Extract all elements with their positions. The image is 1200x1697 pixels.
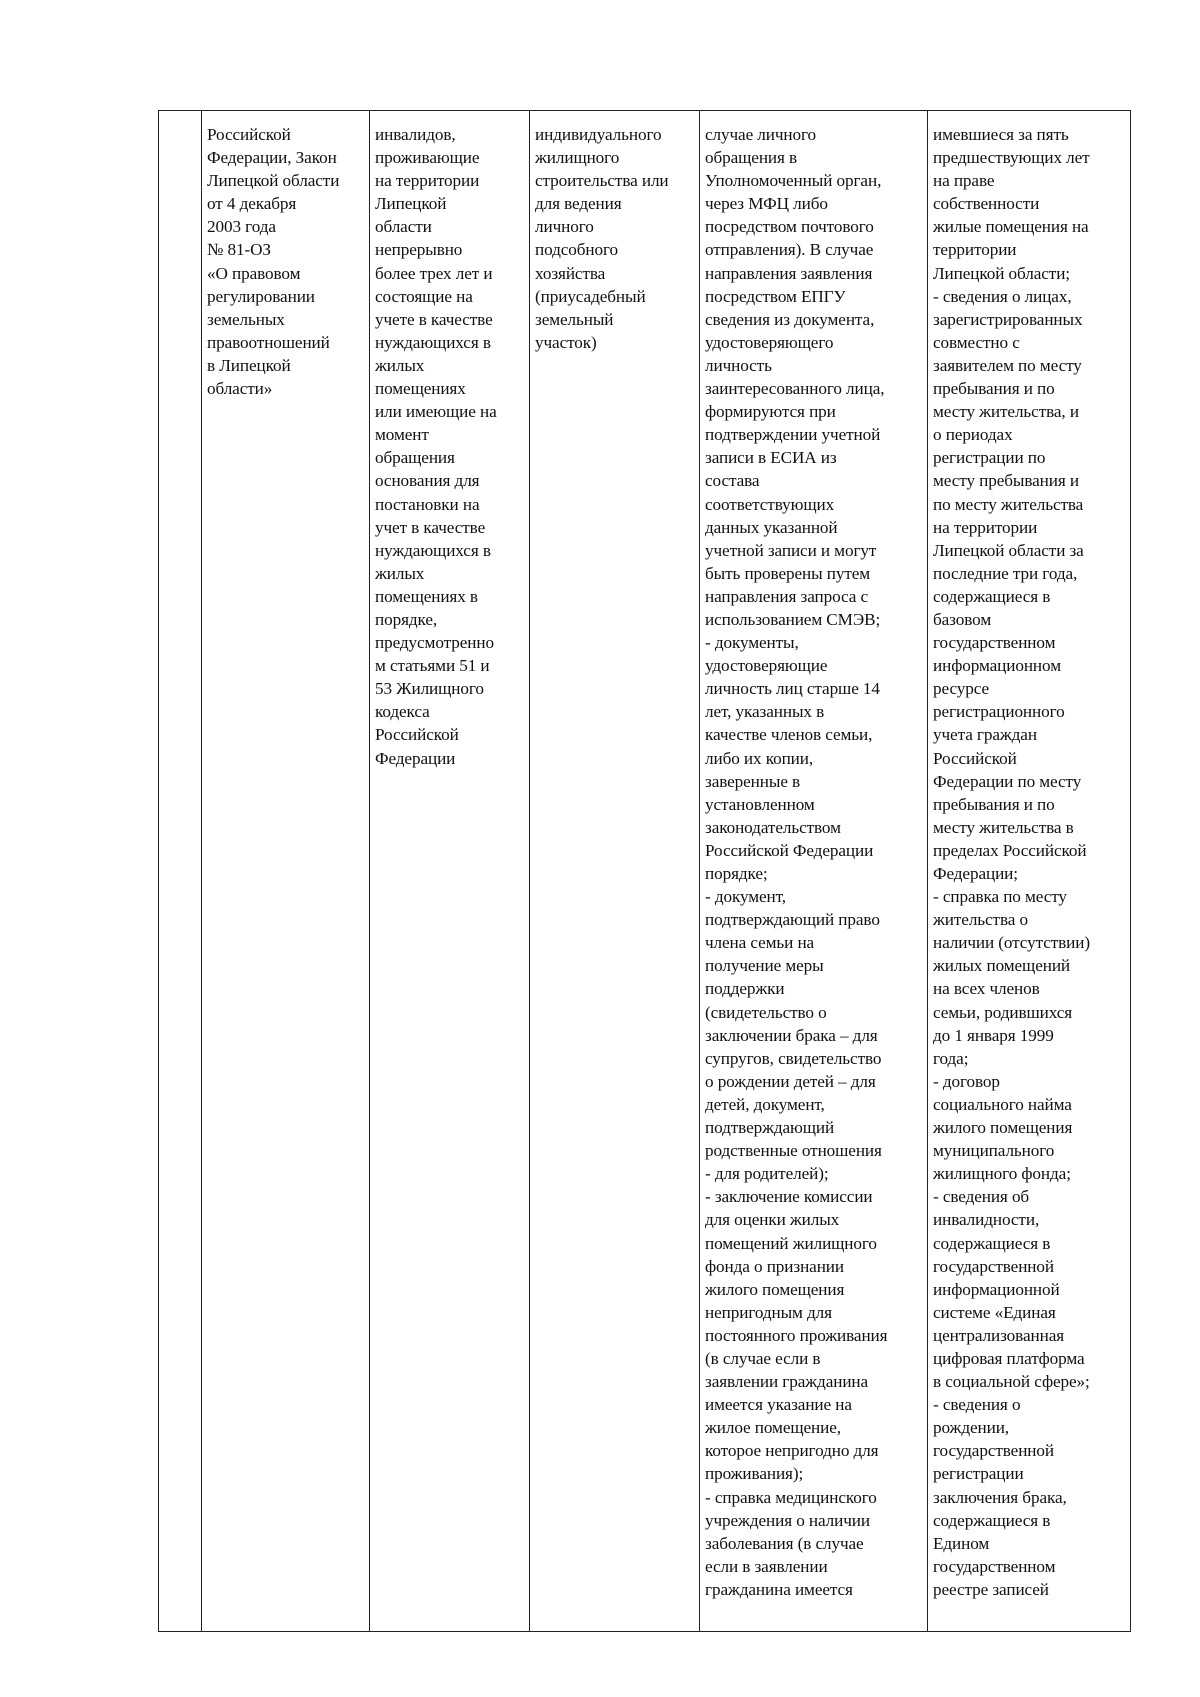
cell-text-requested-documents: имевшиеся за пять предшествующих лет на праве собственности жилые помещения на территории Липецкой области; - сведения о лицах, зарегистрированных совместно с заявителем по месту пребывания и по месту жительства, и о периодах регистрации по месту пребывания и по месту жительства на территории Липецкой области за последние три года, содержащиеся в базовом государственном информационном ресурсе регистрационного учета граждан Российской Федерации по месту пребывания и по месту жительства в пределах Российской Федерации; - справка по месту жительства о наличии (отсутствии) жилых помещений на всех членов семьи, родившихся до 1 января 1999 года; - договор социального найма жилого помещения муниципального жилищного фонда; - сведения об инвалидности, содержащиеся в государственной информационной системе «Единая централизованная цифровая платформа в социальной сфере»; - сведения о рождении, государственной регистрации заключения брака, содержащиеся в Едином государственном реестре записей: [933, 125, 1090, 1599]
document-table: [158, 110, 1131, 1632]
table-row: [159, 111, 1131, 1632]
table-cell-recipients: [370, 111, 530, 1632]
table-cell-requested-documents: [928, 111, 1131, 1632]
table-cell-legal-basis: [202, 111, 370, 1632]
cell-text-land-purpose: индивидуального жилищного строительства или для ведения личного подсобного хозяйства (приусадебный земельный участок): [535, 125, 669, 352]
table-cell-number: [159, 111, 202, 1632]
cell-text-applicant-documents: случае личного обращения в Уполномоченный орган, через МФЦ либо посредством почтового отправления). В случае направления заявления посредством ЕПГУ сведения из документа, удостоверяющего личность заинтересованного лица, формируются при подтверждении учетной записи в ЕСИА из состава соответствующих данных указанной учетной записи и могут быть проверены путем направления запроса с использованием СМЭВ; - документы, удостоверяющие личность лиц старше 14 лет, указанных в качестве членов семьи, либо их копии, заверенные в установленном законодательством Российской Федерации порядке; - документ, подтверждающий право члена семьи на получение меры поддержки (свидетельство о заключении брака – для супругов, свидетельство о рождении детей – для детей, документ, подтверждающий родственные отношения - для родителей); - заключение комиссии для оценки жилых помещений жилищного фонда о признании жилого помещения непригодным для постоянного проживания (в случае если в заявлении гражданина имеется указание на жилое помещение, которое непригодно для проживания); - справка медицинского учреждения о наличии заболевания (в случае если в заявлении гражданина имеется: [705, 125, 888, 1599]
cell-text-legal-basis: Российской Федерации, Закон Липецкой области от 4 декабря 2003 года № 81-ОЗ «О правовом регулировании земельных правоотношений в Липецкой области»: [207, 125, 340, 399]
cell-text-recipients: инвалидов, проживающие на территории Липецкой области непрерывно более трех лет и состоящие на учете в качестве нуждающихся в жилых помещениях или имеющие на момент обращения основания для постановки на учет в качестве нуждающихся в жилых помещениях в порядке, предусмотренно м статьями 51 и 53 Жилищного кодекса Российской Федерации: [375, 125, 497, 768]
table-cell-applicant-documents: [700, 111, 928, 1632]
table-cell-land-purpose: [530, 111, 700, 1632]
